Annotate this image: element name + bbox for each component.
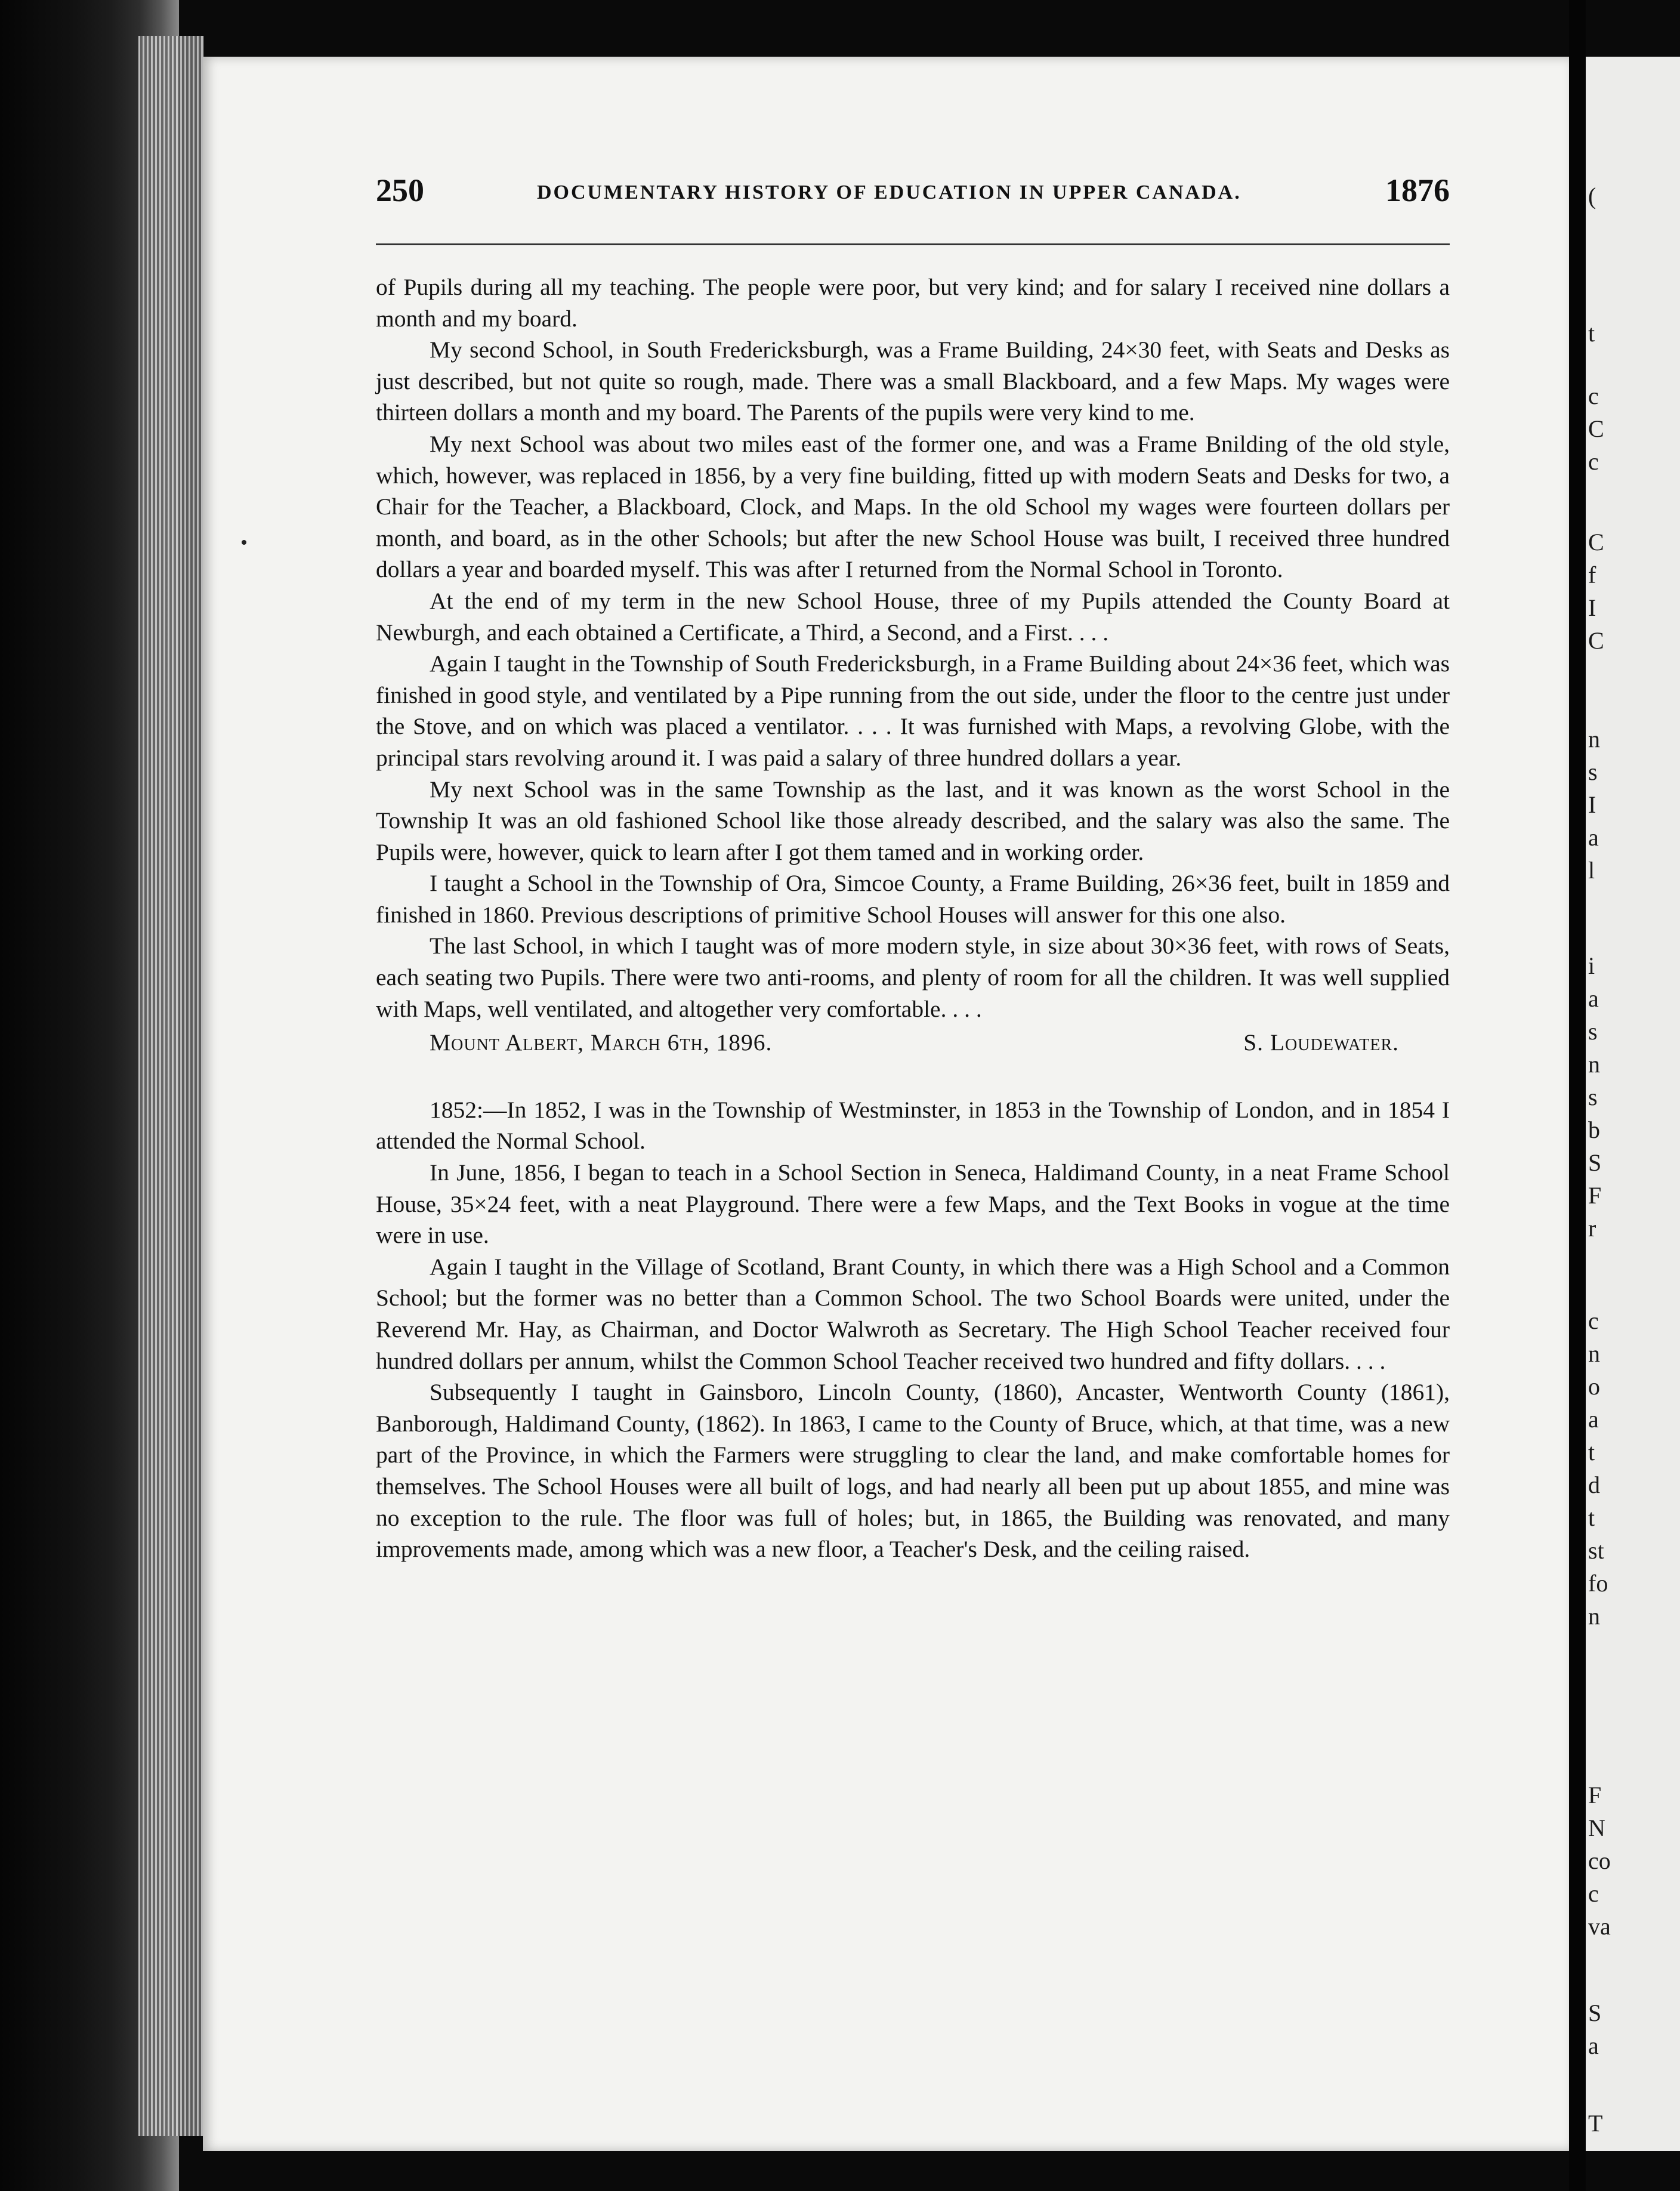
adjacent-page-fragment: C: [1588, 529, 1604, 556]
adjacent-page-fragment: C: [1588, 627, 1604, 654]
adjacent-page-fragment: s: [1588, 1084, 1598, 1110]
adjacent-page-fragment: va: [1588, 1913, 1611, 1940]
adjacent-page-fragment: F: [1588, 1782, 1602, 1809]
paragraph: In June, 1856, I began to teach in a School Section in Seneca, Haldimand County, in a neat Frame School House, 35×24 feet, with a neat Playground. There were a few Maps, and the Text Books in vogue at the time were in use.: [376, 1159, 1450, 1249]
adjacent-page-fragment: s: [1588, 758, 1598, 785]
paragraph: of Pupils during all my teaching. The people were poor, but very kind; and for salary I received nine dollars a month and my board.: [376, 274, 1450, 332]
paragraph: I taught a School in the Township of Ora, Simcoe County, a Frame Building, 26×36 feet, built in 1859 and finished in 1860. Previous descriptions of primitive School Houses will answer for this one also.: [376, 870, 1450, 928]
adjacent-page-fragment: n: [1588, 1051, 1600, 1078]
author-name: S. Loudewater.: [1243, 1029, 1399, 1056]
adjacent-page-fragment: F: [1588, 1182, 1602, 1209]
adjacent-page-fragment: c: [1588, 1307, 1599, 1334]
adjacent-page-fragment: I: [1588, 594, 1596, 621]
stray-mark: [242, 540, 246, 545]
paragraph: My second School, in South Fredericksburgh, was a Frame Building, 24×30 feet, with Seats and Desks as just described, but not quite so rough, made. There was a small Blackboard, and a few Maps. My wages were thirteen dollars a month and my board. The Parents of the pupils were very kind to me.: [376, 337, 1450, 426]
paragraph: My next School was about two miles east of the former one, and was a Frame Bnilding of the old style, which, however, was replaced in 1856, by a very fine building, fitted up with modern Seats and Desks for two, a Chair for the Teacher, a Blackboard, Clock, and Maps. In the old School my wages were fourteen dollars per month, and board, as in the other Schools; but after the new School House was built, I received three hundred dollars a year and boarded myself. This was after I returned from the Normal School in Toronto.: [376, 430, 1450, 583]
paragraph: The last School, in which I taught was of more modern style, in size about 30×36 feet, with rows of Seats, each seating two Pupils. There were two anti-rooms, and plenty of room for all the children. It was well supplied with Maps, well ventilated, and altogether very comfortable. . . .: [376, 933, 1450, 1022]
adjacent-page-fragment: co: [1588, 1847, 1611, 1874]
adjacent-page-fragment: n: [1588, 726, 1600, 752]
place-date: Mount Albert, March 6th, 1896.: [430, 1029, 773, 1056]
adjacent-page-fragment: i: [1588, 952, 1595, 979]
running-title: DOCUMENTARY HISTORY OF EDUCATION IN UPPER CANADA.: [537, 181, 1242, 203]
adjacent-page-fragment: fo: [1588, 1570, 1608, 1597]
adjacent-page-fragment: I: [1588, 791, 1596, 818]
adjacent-page-fragment: c: [1588, 1880, 1599, 1907]
signature-line: [376, 1027, 1450, 1059]
adjacent-page-fragment: C: [1588, 415, 1604, 442]
adjacent-page-fragment: n: [1588, 1340, 1600, 1367]
paragraph: Again I taught in the Village of Scotland, Brant County, in which there was a High School and a Common School; but the former was no better than a Common School. The two School Boards were united, under the Reverend Mr. Hay, as Chairman, and Doctor Walwroth as Secretary. The High School Teacher received four hundred dollars per annum, whilst the Common School Teacher received two hundred and fifty dollars. . . .: [376, 1253, 1450, 1374]
adjacent-page-fragment: S: [1588, 1149, 1602, 1176]
adjacent-page-fragment: a: [1588, 824, 1599, 851]
section-gap: [376, 1059, 1450, 1094]
paragraph: Subsequently I taught in Gainsboro, Lincoln County, (1860), Ancaster, Wentworth County (1861), Banborough, Haldimand County, (1862). In 1863, I came to the County of Bruce, which, at that time, was a new part of the Province, in which the Farmers were struggling to clear the land, and make comfortable homes for themselves. The School Houses were all built of logs, and had nearly all been put up about 1855, and mine was no exception to the rule. The floor was full of holes; but, in 1865, the Building was renovated, and many improvements made, among which was a new floor, a Teacher's Desk, and the ceiling raised.: [376, 1379, 1450, 1563]
header-rule: [376, 243, 1450, 245]
adjacent-page-fragment: S: [1588, 1999, 1602, 2026]
body-text: [376, 271, 1450, 1565]
adjacent-page-fragment: c: [1588, 382, 1599, 409]
adjacent-page-fragment: (: [1588, 183, 1596, 209]
adjacent-page-edge: [1586, 57, 1680, 2151]
paragraph: My next School was in the same Township as the last, and it was known as the worst School in the Township It was an old fashioned School like those already described, and the salary was also the same. The Pupils were, however, quick to learn after I got them tamed and in working order.: [376, 776, 1450, 865]
header-year: 1876: [1385, 172, 1450, 208]
adjacent-page-fragment: T: [1588, 2110, 1603, 2137]
running-header: [376, 172, 1450, 214]
adjacent-page-fragment: st: [1588, 1537, 1604, 1564]
adjacent-page-fragment: b: [1588, 1116, 1600, 1143]
paragraph: At the end of my term in the new School House, three of my Pupils attended the County Board at Newburgh, and each obtained a Certificate, a Third, a Second, and a First. . . .: [376, 587, 1450, 646]
paragraph: Again I taught in the Township of South Fredericksburgh, in a Frame Building about 24×36 feet, which was finished in good style, and ventilated by a Pipe running from the out side, under the floor to the centre just under the Stove, and on which was placed a ventilator. . . . It was furnished with Maps, a revolving Globe, with the principal stars revolving around it. I was paid a salary of three hundred dollars a year.: [376, 650, 1450, 771]
adjacent-page-fragment: d: [1588, 1471, 1600, 1498]
paragraph: 1852:—In 1852, I was in the Township of Westminster, in 1853 in the Township of London, and in 1854 I attended the Normal School.: [376, 1096, 1450, 1155]
gutter-shadow: [1569, 0, 1586, 2191]
adjacent-page-fragment: t: [1588, 1439, 1595, 1465]
adjacent-page-fragment: s: [1588, 1018, 1598, 1045]
adjacent-page-fragment: a: [1588, 2032, 1599, 2059]
adjacent-page-fragment: r: [1588, 1215, 1596, 1242]
adjacent-page-fragment: o: [1588, 1373, 1600, 1400]
adjacent-page-fragment: t: [1588, 320, 1595, 347]
adjacent-page-fragment: t: [1588, 1504, 1595, 1531]
page-stack-edges: [138, 36, 204, 2136]
adjacent-page-fragment: c: [1588, 448, 1599, 475]
adjacent-page-fragment: l: [1588, 857, 1595, 884]
adjacent-page-fragment: a: [1588, 985, 1599, 1012]
page-number: 250: [376, 172, 424, 208]
adjacent-page-fragment: a: [1588, 1406, 1599, 1433]
adjacent-page-fragment: n: [1588, 1603, 1600, 1630]
adjacent-page-fragment: f: [1588, 561, 1596, 588]
adjacent-page-fragment: N: [1588, 1814, 1605, 1841]
